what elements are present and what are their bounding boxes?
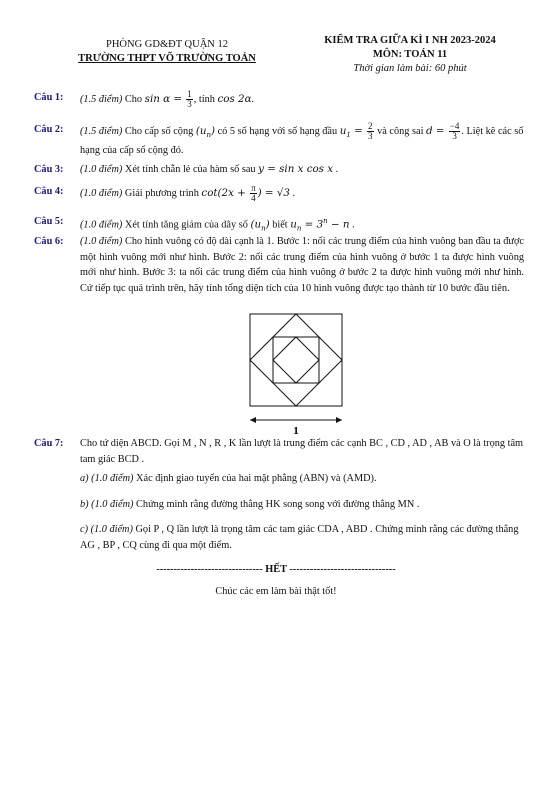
end-marker: ------------------------------- HẾT ------------------------------- (156, 564, 396, 575)
question-text: . (289, 187, 296, 199)
fraction-denominator: 3 (187, 99, 192, 109)
time-allowed: Thời gian làm bài: 60 phút (353, 63, 467, 74)
question-text: Chứng minh rằng đường thẳng HK song song với đường thẳng MN . (133, 498, 420, 510)
question-points: b) (1.0 điểm) (80, 498, 134, 510)
question-points: (1.0 điểm) (80, 164, 123, 175)
arrow-head-left (250, 417, 256, 423)
math-subscript: n (296, 224, 302, 233)
math-expr: sin α = (144, 92, 186, 105)
department-name: PHÒNG GD&ĐT QUẬN 12 (105, 39, 229, 50)
math-expr: ) (265, 218, 270, 231)
math-subscript: 1 (346, 130, 351, 139)
fraction-numerator: −4 (449, 121, 460, 131)
question-text: và công sai (374, 125, 427, 137)
question-text: Cho hình vuông có độ dài cạnh là 1. Bước 1: nối các trung điểm của hình vuông ban đầu ta được một hình vuông mới như hình. Bước 2: nối các trung điểm của hình vuông ở bước 1 ta được hình vuông mới như hình. Bước 3: ta nối các trung điểm của hình vuông ở bước 2 ta được hình vuông mới như hình. Cứ tiếp tục quá trình trên, hãy tính tổng diện tích của 10 hình vuông được tạo thành từ 10 bước đầu tiên. (80, 236, 524, 294)
fraction-denominator: 3 (368, 131, 373, 141)
question-label: Câu 3: (34, 164, 64, 175)
square-step-3 (273, 337, 319, 383)
question-points: (1.5 điểm) (80, 125, 123, 137)
math-subscript: n (206, 130, 211, 139)
math-expr: u (290, 218, 297, 231)
math-expr: y = sin x cos x (258, 163, 334, 175)
question-text: , tính (193, 93, 218, 105)
fraction (186, 90, 193, 109)
question-points: (1.0 điểm) (80, 236, 123, 247)
question-label: Câu 5: (34, 216, 64, 227)
question-text: Xét tính chẵn lẻ của hàm số sau (122, 164, 259, 175)
question-2 (34, 122, 524, 159)
exam-title: KIỂM TRA GIỮA KÌ I NH 2023-2024 (324, 35, 496, 46)
question-7 (34, 436, 524, 553)
fraction-numerator: π (251, 183, 256, 193)
fraction-denominator: 4 (251, 193, 256, 203)
question-7a (80, 471, 524, 487)
square-step-0 (250, 314, 342, 406)
fraction (367, 122, 374, 141)
question-text: . (333, 164, 339, 175)
question-points: a) (1.0 điểm) (80, 473, 134, 484)
question-3 (34, 162, 524, 178)
question-7-intro: Cho tứ diện ABCD. Gọi M , N , R , K lần lượt là trung điểm các cạnh BC , CD , AD , AB và O là trọng tâm tam giác BCD . (80, 438, 524, 465)
question-text: . (349, 219, 355, 231)
math-superscript: n (323, 217, 328, 225)
question-text: Giải phương trình (122, 187, 202, 199)
fraction-numerator: 2 (368, 121, 373, 131)
subject-title: MÔN: TOÁN 11 (372, 49, 448, 60)
question-label: Câu 7: (34, 438, 64, 449)
question-text: Xác định giao tuyến của hai mặt phẳng (ABN) và (AMD). (133, 473, 377, 484)
math-expr: d = (426, 124, 448, 137)
arrow-head-right (336, 417, 342, 423)
closing-message: Chúc các em làm bài thật tốt! (215, 586, 337, 597)
question-points: (1.5 điểm) (80, 93, 123, 105)
question-text: . (251, 93, 255, 105)
fraction (250, 184, 257, 203)
school-name: TRƯỜNG THPT VÕ TRƯỜNG TOẢN (78, 53, 256, 64)
math-expr: (u (250, 218, 262, 231)
math-expr: ) = √3 (257, 186, 290, 199)
question-label: Câu 1: (34, 92, 64, 103)
nested-squares-figure (248, 312, 344, 438)
fraction (449, 122, 461, 141)
question-text: biết (269, 219, 291, 231)
header-right (300, 34, 520, 76)
side-length-label: 1 (293, 425, 299, 437)
question-7c (80, 522, 524, 553)
question-4 (34, 184, 524, 203)
question-label: Câu 6: (34, 236, 64, 247)
question-6 (34, 234, 524, 296)
question-points: (1.0 điểm) (80, 187, 123, 199)
math-subscript: n (261, 224, 266, 233)
math-expr: − n (327, 218, 350, 231)
header-left (62, 38, 272, 66)
math-expr: (u (195, 124, 207, 137)
square-step-2 (273, 337, 319, 383)
question-text: có 5 số hạng với số hạng đầu (215, 125, 340, 137)
question-7b (80, 497, 524, 513)
math-expr: cos 2α (217, 92, 252, 105)
square-step-1 (250, 314, 342, 406)
math-expr: u (339, 124, 347, 137)
fraction-denominator: 3 (452, 131, 457, 141)
question-text: Gọi P , Q lần lượt là trọng tâm các tam giác CDA , ABD . Chứng minh rằng các đường thẳng AG , BP , CQ cùng đi qua một điểm. (80, 524, 519, 551)
math-expr: ) (211, 124, 216, 137)
math-expr: cot(2x + (201, 186, 250, 199)
question-label: Câu 2: (34, 124, 64, 135)
fraction-numerator: 1 (187, 89, 192, 99)
math-expr: = 3 (301, 218, 324, 231)
question-text: Cho (122, 93, 145, 105)
question-points: c) (1.0 điểm) (80, 524, 133, 535)
question-points: (1.0 điểm) (80, 219, 123, 231)
math-expr: = (350, 124, 367, 137)
question-text: Cho cấp số cộng (122, 125, 196, 137)
question-text: Xét tính tăng giảm của dãy số (122, 219, 251, 231)
question-label: Câu 4: (34, 186, 64, 197)
question-1 (34, 90, 524, 109)
question-text: . Liệt kê các số hạng của cấp số cộng đó. (80, 125, 524, 157)
